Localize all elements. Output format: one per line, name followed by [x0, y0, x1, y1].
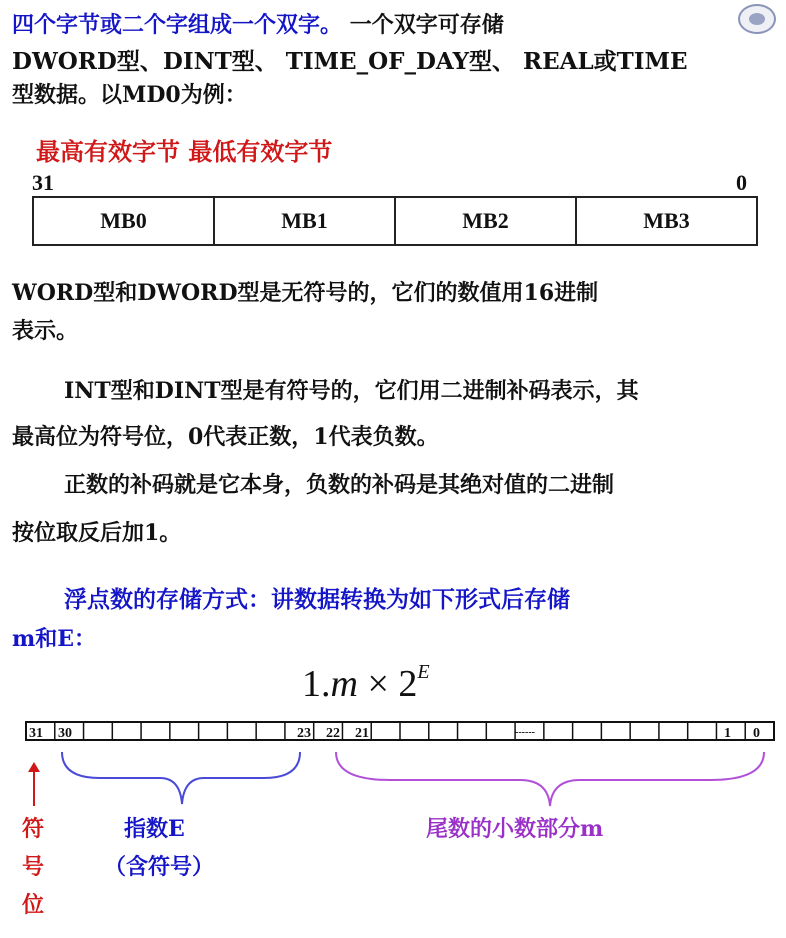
bit-label-21: 21 [355, 726, 369, 741]
bit-label-22: 22 [326, 726, 340, 741]
bit-label-0: 0 [753, 726, 760, 741]
byte-cell-mb1: MB1 [213, 198, 394, 244]
byte-cell-mb2: MB2 [394, 198, 575, 244]
bit-label-30: 30 [58, 726, 72, 741]
bit-low-label: 0 [736, 170, 747, 195]
formula-exponent: E [417, 661, 430, 684]
byte-cell-mb3: MB3 [575, 198, 756, 244]
signed-line-2: 最高位为符号位，0代表正数，1代表负数。 [12, 424, 439, 450]
formula-times: × 2 [357, 663, 418, 705]
float-line-1: 浮点数的存储方式：讲数据转换为如下形式后存储 [64, 586, 570, 613]
byte-cell-mb0: MB0 [100, 208, 147, 233]
mantissa-brace [336, 752, 764, 806]
intro-line-2: DWORD型、DINT型、 TIME_OF_DAY型、 REAL或TIME [12, 48, 688, 75]
exponent-brace [62, 752, 300, 804]
bit-label-1: 1 [724, 726, 731, 741]
signed-line-1: INT型和DINT型是有符号的，它们用二进制补码表示，其 [64, 378, 639, 404]
sign-char-2: 号 [22, 854, 45, 880]
intro-rest: 一个双字可存储 [349, 12, 504, 38]
byte-caption: 最高有效字节 最低有效字节 [36, 137, 333, 166]
bit-register-figure [0, 714, 786, 824]
float-line-2: m和E： [12, 626, 97, 652]
float-formula [302, 662, 430, 706]
formula-lead: 1. [302, 663, 331, 705]
exponent-sub-label: （含符号） [104, 854, 215, 880]
sign-char-1: 符 [22, 816, 45, 842]
bit-high-label: 31 [32, 170, 54, 195]
mantissa-label: 尾数的小数部分m [426, 816, 604, 842]
bit-label-31: 31 [29, 726, 43, 741]
intro-line-1 [12, 14, 504, 36]
unsigned-line-1: WORD型和DWORD型是无符号的，它们的数值用16进制 [12, 280, 599, 306]
byte-table [32, 196, 758, 246]
formula-mantissa: m [330, 663, 358, 705]
signed-line-3: 正数的补码就是它本身，负数的补码是其绝对值的二进制 [64, 472, 615, 498]
bit-label-23: 23 [297, 726, 311, 741]
bit-register [0, 714, 774, 740]
sign-arrow-icon [28, 762, 40, 806]
sign-char-3: 位 [22, 892, 45, 918]
intro-line-3: 型数据。以MD0为例： [12, 82, 247, 108]
signed-line-4: 按位取反后加1。 [12, 520, 182, 546]
intro-highlight: 四个字节或二个字组成一个双字。 [12, 12, 343, 38]
logo-seal-icon [738, 4, 776, 34]
bit-label-ellipsis: ------ [515, 727, 535, 738]
unsigned-line-2: 表示。 [12, 318, 79, 344]
exponent-label: 指数E [124, 816, 185, 842]
